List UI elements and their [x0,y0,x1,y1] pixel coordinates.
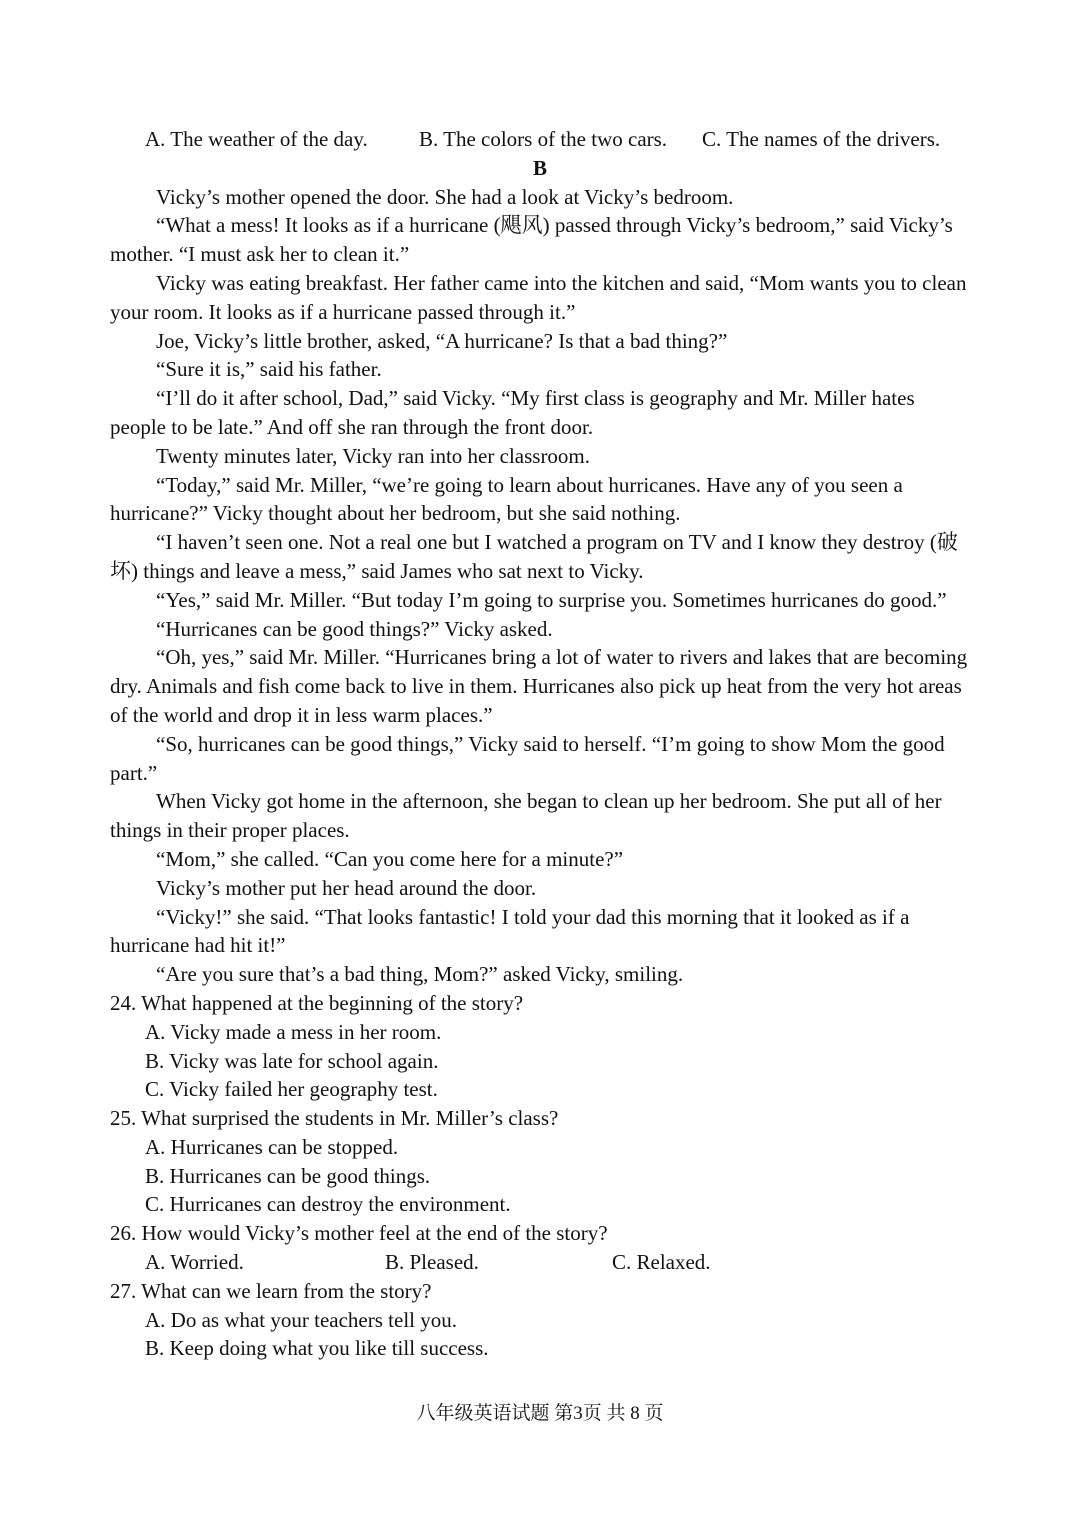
option-c: C. The names of the drivers. [702,127,941,151]
question-stem: 24. What happened at the beginning of the story? [110,990,524,1015]
question-24 [110,989,970,1104]
question-stem: 26. How would Vicky’s mother feel at the end of the story? [110,1221,608,1246]
question-stem: 25. What surprised the students in Mr. Miller’s class? [110,1106,559,1131]
question-stem: 27. What can we learn from the story? [110,1278,432,1303]
passage-paragraph: “What a mess! It looks as if a hurricane (飓风) passed through Vicky’s bedroom,” said Vicky’s mother. “I must ask her to clean it.” [110,213,953,267]
option-b: B. Vicky was late for school again. [145,1048,439,1073]
option-a: A. Do as what your teachers tell you. [145,1307,457,1332]
question-26 [110,1219,970,1277]
option-c: C. Vicky failed her geography test. [145,1077,438,1102]
question-27 [110,1277,970,1363]
passage-paragraph: “Oh, yes,” said Mr. Miller. “Hurricanes bring a lot of water to rivers and lakes that are becoming dry. Animals and fish come back to live in them. Hurricanes also pick up heat from the very hot areas of the world and drop it in less warm places.” [110,645,968,727]
passage-paragraph: “So, hurricanes can be good things,” Vicky said to herself. “I’m going to show Mom the good part.” [110,731,945,785]
section-label: B [532,155,547,180]
passage-paragraph: “Hurricanes can be good things?” Vicky asked. [156,616,553,641]
option-a: A. The weather of the day. [145,127,368,151]
option-b: B. The colors of the two cars. [419,127,668,151]
option-b: B. Pleased. [385,1250,479,1275]
passage-paragraph: Joe, Vicky’s little brother, asked, “A hurricane? Is that a bad thing?” [156,328,728,353]
page-footer: 八年级英语试题 第3页 共 8 页 [416,1403,664,1424]
option-row [110,1248,970,1277]
question-25 [110,1104,970,1219]
passage-paragraph: Vicky was eating breakfast. Her father came into the kitchen and said, “Mom wants you to clean your room. It looks as if a hurricane passed through it.” [110,270,967,324]
option-a: A. Hurricanes can be stopped. [145,1134,399,1159]
option-b: B. Hurricanes can be good things. [145,1163,431,1188]
option-c: C. Hurricanes can destroy the environment. [145,1192,511,1217]
reading-passage [110,183,970,989]
passage-paragraph: “I haven’t seen one. Not a real one but I watched a program on TV and I know they destroy (破坏) things and leave a mess,” said James who sat next to Vicky. [110,530,958,583]
passage-paragraph: When Vicky got home in the afternoon, she began to clean up her bedroom. She put all of her things in their proper places. [110,789,942,843]
passage-paragraph: “Today,” said Mr. Miller, “we’re going to learn about hurricanes. Have any of you seen a hurricane?” Vicky thought about her bedroom, but she said nothing. [110,472,903,526]
passage-paragraph: Twenty minutes later, Vicky ran into her classroom. [156,443,591,468]
passage-paragraph: “I’ll do it after school, Dad,” said Vicky. “My first class is geography and Mr. Miller hates people to be late.” And off she ran through the front door. [110,386,915,439]
option-a: A. Vicky made a mess in her room. [145,1019,442,1044]
passage-paragraph: “Yes,” said Mr. Miller. “But today I’m going to surprise you. Sometimes hurricanes do good.” [156,587,947,612]
page-content [110,125,970,1363]
passage-paragraph: Vicky’s mother put her head around the door. [156,875,537,900]
option-b: B. Keep doing what you like till success. [145,1336,489,1361]
passage-paragraph: “Sure it is,” said his father. [156,357,382,382]
passage-paragraph: Vicky’s mother opened the door. She had a look at Vicky’s bedroom. [156,184,734,209]
passage-paragraph: “Mom,” she called. “Can you come here for a minute?” [156,846,624,871]
option-a: A. Worried. [145,1250,244,1275]
option-c: C. Relaxed. [612,1250,711,1275]
passage-paragraph: “Are you sure that’s a bad thing, Mom?” asked Vicky, smiling. [156,962,684,987]
passage-paragraph: “Vicky!” she said. “That looks fantastic! I told your dad this morning that it looked as if a hurricane had hit it!” [110,904,910,958]
prev-question-options [110,125,970,154]
